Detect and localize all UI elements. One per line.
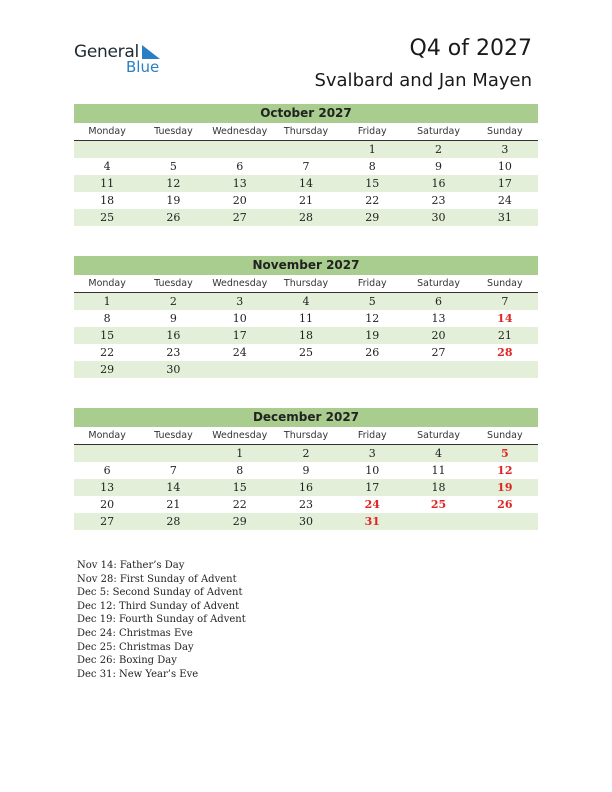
week-row (74, 192, 538, 209)
day-cell: 25 (430, 498, 447, 511)
day-cell: 14 (166, 481, 181, 494)
day-cell: 27 (232, 211, 247, 224)
day-cell: 6 (103, 464, 111, 477)
page-subtitle: Svalbard and Jan Mayen (314, 70, 532, 91)
week-row (74, 479, 538, 496)
day-cell: 4 (302, 295, 310, 308)
day-cell: 26 (365, 346, 380, 359)
day-cell: 24 (497, 194, 512, 207)
week-row (74, 496, 538, 513)
week-row (74, 141, 538, 158)
day-cell: 21 (166, 498, 181, 511)
day-cell: 20 (431, 329, 446, 342)
day-cell: 29 (100, 363, 115, 376)
day-cell: 4 (103, 160, 111, 173)
day-cell: 10 (232, 312, 247, 325)
weekday-header-row (74, 123, 538, 141)
weekday-label: Saturday (417, 278, 460, 289)
day-cell (74, 141, 140, 158)
day-cell: 24 (364, 498, 380, 511)
day-cell: 1 (103, 295, 111, 308)
day-cell (405, 513, 471, 530)
day-cell: 31 (364, 515, 380, 528)
week-row (74, 445, 538, 462)
day-cell (140, 445, 206, 462)
holiday-item: Dec 24: Christmas Eve (77, 627, 193, 639)
day-cell: 27 (431, 346, 446, 359)
day-cell: 13 (232, 177, 247, 190)
day-cell: 14 (497, 312, 513, 325)
month-calendar (74, 408, 538, 530)
holiday-item: Dec 31: New Year’s Eve (77, 668, 199, 680)
day-cell: 6 (236, 160, 244, 173)
day-cell: 24 (232, 346, 247, 359)
month-calendar (74, 256, 538, 378)
day-cell: 23 (431, 194, 446, 207)
day-cell: 28 (497, 346, 513, 359)
day-cell: 1 (236, 447, 244, 460)
day-cell: 16 (431, 177, 446, 190)
holiday-item: Nov 28: First Sunday of Advent (77, 573, 237, 585)
week-row (74, 344, 538, 361)
day-cell: 26 (497, 498, 513, 511)
day-cell: 1 (368, 143, 376, 156)
weekday-label: Tuesday (154, 126, 193, 137)
day-cell: 23 (298, 498, 313, 511)
weekday-label: Sunday (487, 126, 523, 137)
day-cell: 13 (431, 312, 446, 325)
day-cell: 14 (298, 177, 313, 190)
day-cell: 30 (431, 211, 446, 224)
day-cell (339, 361, 405, 378)
weekday-label: Friday (357, 126, 387, 137)
weekday-label: Monday (88, 126, 126, 137)
day-cell (74, 445, 140, 462)
day-cell: 18 (431, 481, 446, 494)
day-cell: 30 (298, 515, 313, 528)
holiday-item: Dec 12: Third Sunday of Advent (77, 600, 240, 612)
day-cell (207, 141, 273, 158)
day-cell: 3 (236, 295, 244, 308)
day-cell: 4 (435, 447, 443, 460)
day-cell: 15 (100, 329, 115, 342)
day-cell: 27 (100, 515, 115, 528)
day-cell: 7 (169, 464, 177, 477)
day-cell: 16 (166, 329, 181, 342)
day-cell: 28 (166, 515, 181, 528)
day-cell: 21 (298, 194, 313, 207)
day-cell: 23 (166, 346, 181, 359)
weekday-label: Saturday (417, 430, 460, 441)
weekday-label: Wednesday (212, 430, 268, 441)
day-cell: 2 (169, 295, 177, 308)
day-cell: 8 (236, 464, 244, 477)
weekday-label: Saturday (417, 126, 460, 137)
day-cell: 7 (501, 295, 509, 308)
week-row (74, 293, 538, 310)
weekday-label: Sunday (487, 430, 523, 441)
weekday-label: Monday (88, 278, 126, 289)
day-cell: 7 (302, 160, 310, 173)
weekday-label: Friday (357, 430, 387, 441)
weekday-label: Tuesday (154, 278, 193, 289)
weekday-label: Wednesday (212, 278, 268, 289)
week-row (74, 209, 538, 226)
day-cell: 11 (100, 177, 115, 190)
logo-general-text: General (74, 42, 139, 62)
day-cell: 25 (100, 211, 115, 224)
day-cell: 17 (497, 177, 512, 190)
holiday-item: Dec 25: Christmas Day (77, 641, 194, 653)
week-row (74, 327, 538, 344)
day-cell (273, 361, 339, 378)
logo-blue-text: Blue (126, 58, 160, 76)
day-cell (140, 141, 206, 158)
day-cell: 5 (368, 295, 376, 308)
day-cell: 12 (497, 464, 513, 477)
page-title: Q4 of 2027 (409, 36, 532, 61)
day-cell: 8 (368, 160, 376, 173)
day-cell: 12 (365, 312, 380, 325)
weekday-label: Thursday (283, 126, 329, 137)
day-cell: 22 (232, 498, 247, 511)
weekday-header-row (74, 275, 538, 293)
day-cell: 19 (365, 329, 380, 342)
day-cell: 3 (501, 143, 509, 156)
day-cell: 22 (365, 194, 380, 207)
day-cell: 6 (435, 295, 443, 308)
weekday-label: Sunday (487, 278, 523, 289)
day-cell: 29 (365, 211, 380, 224)
day-cell: 9 (435, 160, 443, 173)
week-row (74, 175, 538, 192)
day-cell: 11 (298, 312, 313, 325)
weekday-label: Monday (88, 430, 126, 441)
day-cell: 18 (100, 194, 115, 207)
day-cell: 21 (497, 329, 512, 342)
day-cell: 19 (166, 194, 181, 207)
holiday-item: Dec 19: Fourth Sunday of Advent (77, 614, 246, 626)
day-cell: 5 (169, 160, 177, 173)
day-cell (207, 361, 273, 378)
month-calendar (74, 104, 538, 226)
day-cell: 11 (431, 464, 446, 477)
day-cell (273, 141, 339, 158)
holiday-item: Nov 14: Father’s Day (77, 560, 185, 571)
weekday-label: Tuesday (154, 430, 193, 441)
day-cell: 13 (100, 481, 115, 494)
day-cell: 9 (169, 312, 177, 325)
weekday-label: Wednesday (212, 126, 268, 137)
day-cell: 8 (103, 312, 111, 325)
day-cell: 26 (166, 211, 181, 224)
day-cell: 20 (100, 498, 115, 511)
day-cell: 28 (298, 211, 313, 224)
day-cell: 17 (365, 481, 380, 494)
week-row (74, 462, 538, 479)
month-title: October 2027 (74, 104, 538, 123)
day-cell (472, 513, 538, 530)
day-cell: 17 (232, 329, 247, 342)
week-row (74, 361, 538, 378)
month-title: December 2027 (74, 408, 538, 427)
day-cell: 15 (365, 177, 380, 190)
day-cell: 10 (365, 464, 380, 477)
day-cell: 30 (166, 363, 181, 376)
day-cell: 2 (302, 447, 310, 460)
week-row (74, 513, 538, 530)
day-cell (405, 361, 471, 378)
day-cell: 22 (100, 346, 115, 359)
weekday-header-row (74, 427, 538, 445)
day-cell: 10 (497, 160, 512, 173)
day-cell: 5 (501, 447, 509, 460)
holiday-list (77, 559, 246, 681)
day-cell: 25 (298, 346, 313, 359)
day-cell (472, 361, 538, 378)
holiday-item: Dec 26: Boxing Day (77, 655, 177, 667)
week-row (74, 310, 538, 327)
logo (74, 42, 184, 78)
weekday-label: Thursday (283, 430, 329, 441)
day-cell: 31 (497, 211, 512, 224)
week-row (74, 158, 538, 175)
day-cell: 12 (166, 177, 181, 190)
weekday-label: Friday (357, 278, 387, 289)
holiday-item: Dec 5: Second Sunday of Advent (77, 587, 243, 599)
weekday-label: Thursday (283, 278, 329, 289)
day-cell: 18 (298, 329, 313, 342)
day-cell: 29 (232, 515, 247, 528)
day-cell: 2 (435, 143, 443, 156)
day-cell: 19 (497, 481, 513, 494)
day-cell: 16 (298, 481, 313, 494)
day-cell: 15 (232, 481, 247, 494)
month-title: November 2027 (74, 256, 538, 275)
day-cell: 20 (232, 194, 247, 207)
day-cell: 9 (302, 464, 310, 477)
day-cell: 3 (368, 447, 376, 460)
